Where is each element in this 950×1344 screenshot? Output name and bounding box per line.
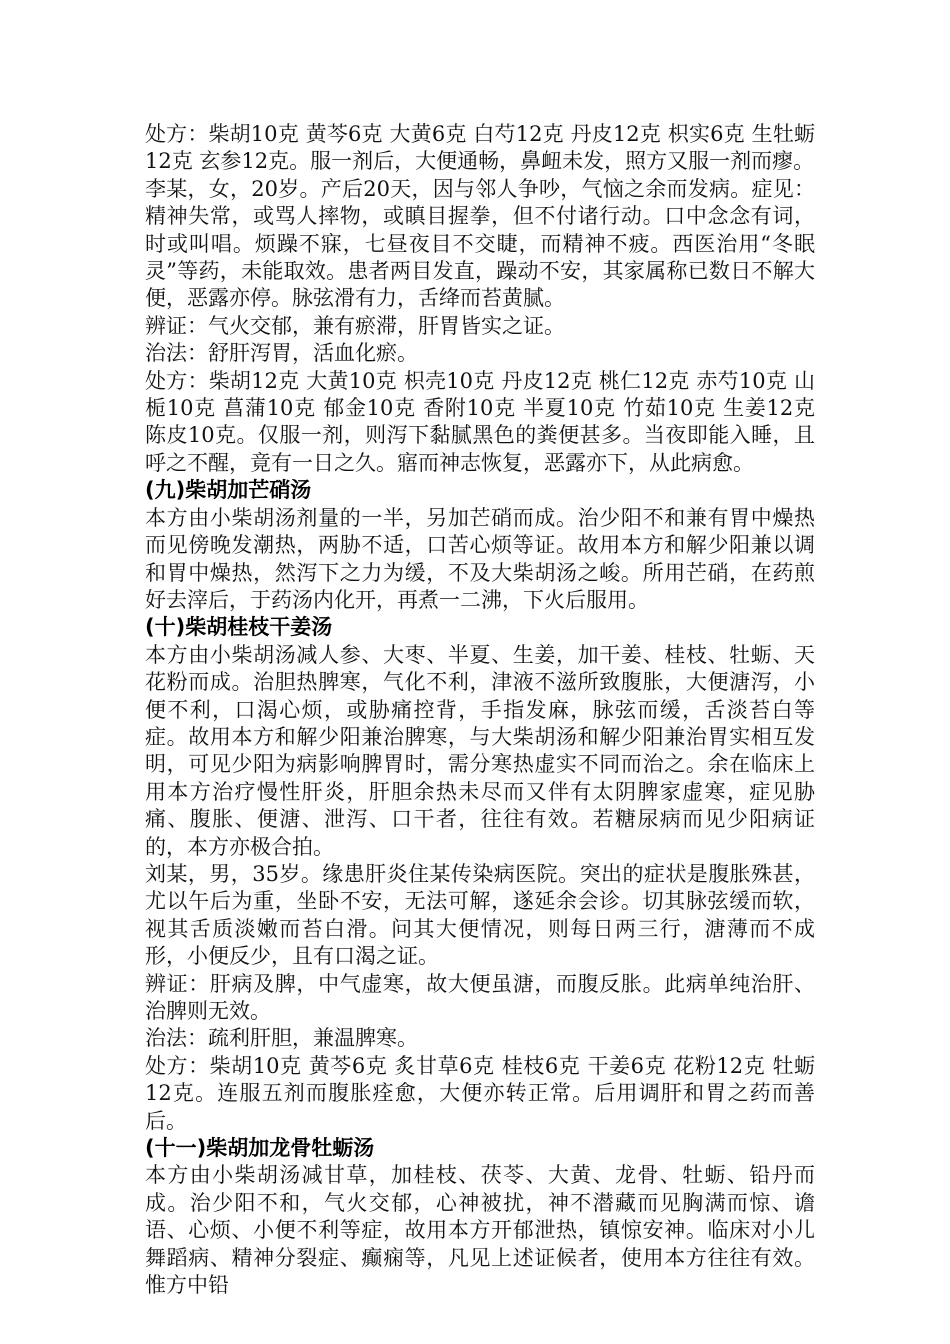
case-paragraph: 李某，女，20岁。产后20天，因与邻人争吵，气恼之余而发病。症见：精神失常，或骂人摔物，或瞋目握拳，但不付诸行动。口中念念有词，时或叫唱。烦躁不寐，七昼夜目不交睫，而精神不疲。西医治用“冬眠灵”等药，未能取效。患者两目发直，躁动不安，其家属称已数日不解大便，恶露亦停。脉弦滑有力，舌绛而苔黄腻。	[145, 176, 815, 311]
prescription-paragraph: 处方：柴胡10克 黄芩6克 大黄6克 白芍12克 丹皮12克 枳实6克 生牡蛎12克 玄参12克。服一剂后，大便通畅，鼻衄未发，照方又服一剂而瘳。	[145, 122, 815, 174]
body-paragraph: 本方由小柴胡汤减甘草，加桂枝、茯苓、大黄、龙骨、牡蛎、铅丹而成。治少阳不和，气火交郁，心神被扰，神不潜藏而见胸满而惊、谵语、心烦、小便不利等症，故用本方开郁泄热，镇惊安神。临床对小儿舞蹈病、精神分裂症、癫痫等，凡见上述证候者，使用本方往往有效。惟方中铅	[145, 1163, 815, 1298]
diagnosis-paragraph: 辨证：气火交郁，兼有瘀滞，肝胃皆实之证。	[145, 313, 565, 338]
section-heading: (九)柴胡加芒硝汤	[145, 478, 312, 503]
prescription-paragraph: 处方：柴胡10克 黄芩6克 炙甘草6克 桂枝6克 干姜6克 花粉12克 牡蛎12克。连服五剂而腹胀痊愈，大便亦转正常。后用调肝和胃之药而善后。	[145, 1053, 815, 1133]
treatment-paragraph: 治法：疏利肝胆，兼温脾寒。	[145, 1026, 418, 1051]
diagnosis-paragraph: 辨证：肝病及脾，中气虚寒，故大便虽溏，而腹反胀。此病单纯治肝、治脾则无效。	[145, 971, 815, 1023]
section-heading: (十)柴胡桂枝干姜汤	[145, 615, 333, 640]
treatment-paragraph: 治法：舒肝泻胃，活血化瘀。	[145, 341, 418, 366]
section-heading: (十一)柴胡加龙骨牡蛎汤	[145, 1136, 375, 1161]
case-paragraph: 刘某，男，35岁。缘患肝炎住某传染病医院。突出的症状是腹胀殊甚，尤以午后为重，坐卧不安，无法可解，遂延余会诊。切其脉弦缓而软，视其舌质淡嫩而苔白滑。问其大便情况，则每日两三行，溏薄而不成形，小便反少，且有口渴之证。	[145, 861, 815, 969]
prescription-paragraph: 处方：柴胡12克 大黄10克 枳壳10克 丹皮12克 桃仁12克 赤芍10克 山栀10克 菖蒲10克 郁金10克 香附10克 半夏10克 竹茹10克 生姜12克 陈皮10克。仅服一剂，则泻下黏腻黑色的粪便甚多。当夜即能入睡，且呼之不醒，竟有一日之久。寤而神志恢复，恶露亦下，从此病愈。	[145, 368, 815, 475]
body-paragraph: 本方由小柴胡汤剂量的一半，另加芒硝而成。治少阳不和兼有胃中燥热而见傍晚发潮热，两胁不适，口苦心烦等证。故用本方和解少阳兼以调和胃中燥热，然泻下之力为缓，不及大柴胡汤之峻。所用芒硝，在药煎好去滓后，于药汤内化开，再煮一二沸，下火后服用。	[145, 505, 815, 612]
body-paragraph: 本方由小柴胡汤减人参、大枣、半夏、生姜，加干姜、桂枝、牡蛎、天花粉而成。治胆热脾寒，气化不利，津液不滋所致腹胀，大便溏泻，小便不利，口渴心烦，或胁痛控背，手指发麻，脉弦而缓，舌淡苔白等症。故用本方和解少阳兼治脾寒，与大柴胡汤和解少阳兼治胃实相互发明，可见少阳为病影响脾胃时，需分寒热虚实不同而治之。余在临床上用本方治疗慢性肝炎，肝胆余热未尽而又伴有太阴脾家虚寒，症见胁痛、腹胀、便溏、泄泻、口干者，往往有效。若糖尿病而见少阳病证的，本方亦极合拍。	[145, 642, 815, 859]
document-body	[145, 121, 815, 1299]
